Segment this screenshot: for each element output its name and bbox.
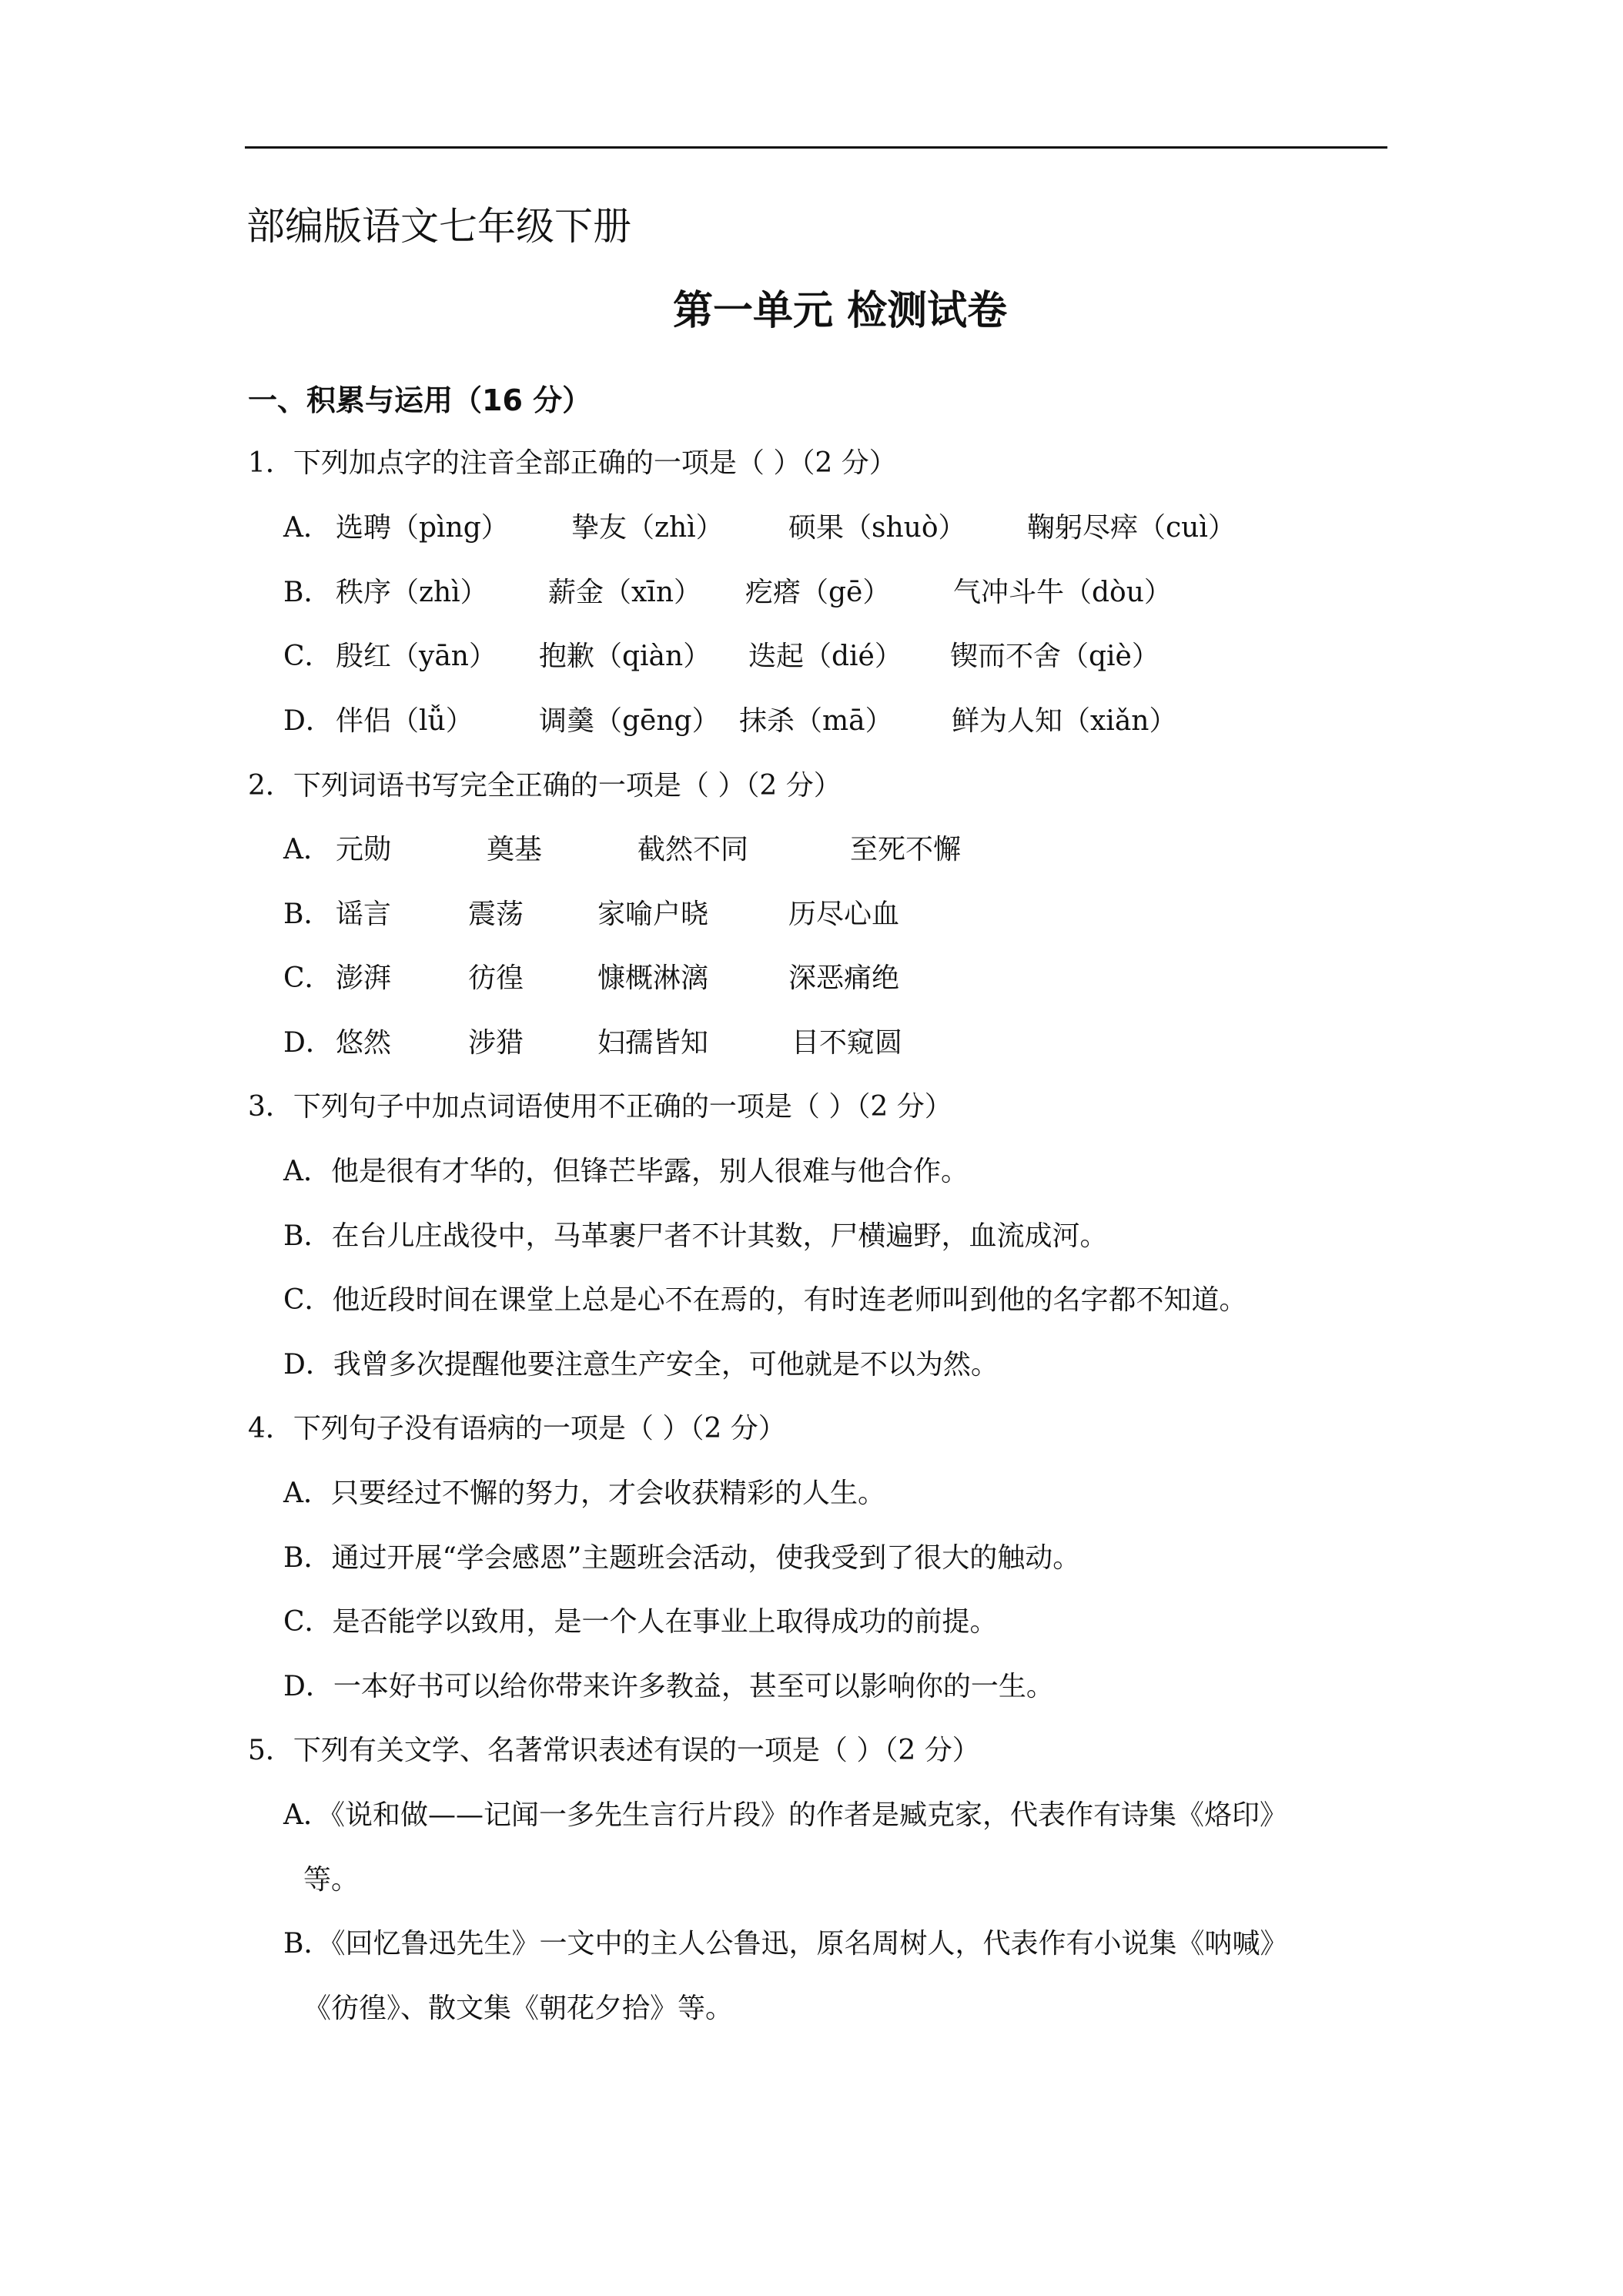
option-cell: 选聘（pìng） [336,512,509,544]
option-cell: 气冲斗牛（dòu） [953,577,1172,608]
question-1-option-a [283,508,1236,548]
option-cell: 薪金（xīn） [548,577,702,608]
option-cell: 秩序（zhì） [336,577,488,608]
question-2-option-b [283,895,900,935]
option-cell: 涉猎 [468,1027,524,1059]
question-4-stem: 4．下列句子没有语病的一项是（ ）（2 分） [248,1413,786,1444]
option-cell: 谣言 [336,899,392,930]
option-label: C． [283,962,333,994]
option-cell: 鞠躬尽瘁（cuì） [1027,512,1236,544]
option-cell: 奠基 [487,834,543,865]
option-cell: 硕果（shuò） [788,512,966,544]
question-1-option-b [283,573,1172,613]
option-cell: 历尽心血 [788,899,900,930]
question-5-option-a: A．《说和做——记闻一多先生言行片段》的作者是臧克家，代表作有诗集《烙印》 [283,1799,1287,1831]
option-label: C． [283,641,333,672]
option-cell: 澎湃 [336,962,392,994]
question-3-option-c: C．他近段时间在课堂上总是心不在焉的，有时连老师叫到他的名字都不知道。 [283,1284,1247,1316]
question-2-option-d [283,1023,903,1063]
question-2-option-c [283,959,900,999]
header-rule [245,146,1387,149]
question-1-stem: 1．下列加点字的注音全部正确的一项是（ ）（2 分） [248,447,897,479]
book-title: 部编版语文七年级下册 [246,204,631,249]
question-3-option-b: B．在台儿庄战役中，马革裹尸者不计其数，尸横遍野，血流成河。 [283,1220,1108,1252]
option-label: D． [283,705,333,737]
option-cell: 殷红（yān） [336,641,497,672]
question-2-option-a [283,830,962,870]
option-cell: 彷徨 [468,962,524,994]
option-cell: 至死不懈 [850,834,962,865]
option-cell: 目不窥圆 [791,1027,903,1059]
question-4-option-c: C．是否能学以致用，是一个人在事业上取得成功的前提。 [283,1606,998,1638]
question-1-option-d [283,701,1177,741]
question-5-option-b-continued: 《彷徨》、散文集《朝花夕拾》等。 [303,1993,734,2024]
option-cell: 抱歉（qiàn） [539,641,711,672]
question-5-option-b: B．《回忆鲁迅先生》一文中的主人公鲁迅，原名周树人，代表作有小说集《呐喊》 [283,1928,1288,1960]
option-label: B． [283,577,332,608]
option-label: D． [283,1027,333,1059]
question-3-option-d: D．我曾多次提醒他要注意生产安全，可他就是不以为然。 [283,1349,999,1381]
option-cell: 调羹（gēng） [539,705,720,737]
option-cell: 截然不同 [637,834,749,865]
option-cell: 迭起（dié） [748,641,902,672]
option-label: A． [283,512,331,544]
option-cell: 疙瘩（gē） [745,577,891,608]
question-3-stem: 3．下列句子中加点词语使用不正确的一项是（ ）（2 分） [248,1091,952,1123]
question-5-stem: 5．下列有关文学、名著常识表述有误的一项是（ ）（2 分） [248,1735,980,1766]
option-label: A． [283,834,331,865]
question-5-option-a-continued: 等。 [303,1864,360,1896]
question-4-option-b: B．通过开展“学会感恩”主题班会活动，使我受到了很大的触动。 [283,1542,1081,1574]
option-cell: 慷概淋漓 [597,962,709,994]
option-cell: 抹杀（mā） [739,705,893,737]
option-cell: 锲而不舍（qiè） [950,641,1160,672]
question-4-option-a: A．只要经过不懈的努力，才会收获精彩的人生。 [283,1478,885,1509]
question-4-option-d: D．一本好书可以给你带来许多教益，甚至可以影响你的一生。 [283,1671,1054,1702]
option-cell: 家喻户晓 [597,899,709,930]
question-1-option-c [283,637,1160,677]
option-cell: 挚友（zhì） [571,512,724,544]
option-cell: 妇孺皆知 [597,1027,709,1059]
option-cell: 悠然 [336,1027,392,1059]
paper-title: 第一单元 检测试卷 [673,288,1008,334]
option-cell: 元勋 [336,834,392,865]
question-2-stem: 2．下列词语书写完全正确的一项是（ ）（2 分） [248,770,842,802]
option-cell: 深恶痛绝 [788,962,900,994]
option-cell: 伴侣（lǚ） [336,705,474,737]
option-cell: 震荡 [468,899,524,930]
option-label: B． [283,899,332,930]
question-3-option-a: A．他是很有才华的，但锋芒毕露，别人很难与他合作。 [283,1156,969,1187]
option-cell: 鲜为人知（xiǎn） [952,705,1177,737]
section-title: 一、积累与运用（16 分） [248,383,592,417]
